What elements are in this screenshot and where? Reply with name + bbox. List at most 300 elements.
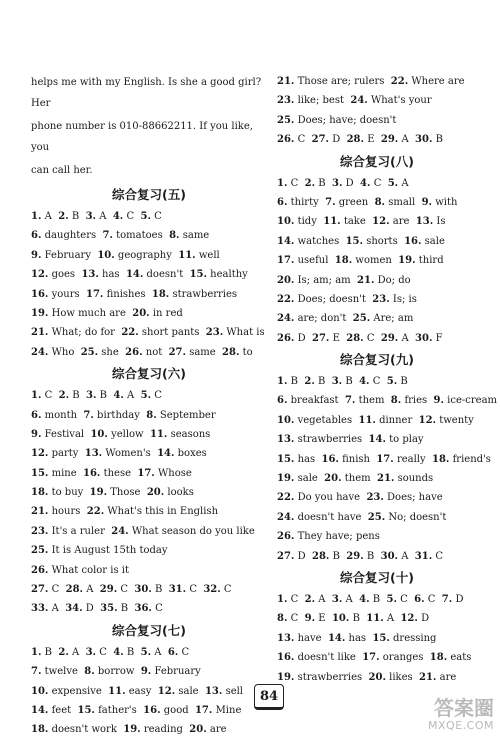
item-number: 19. [277,473,295,485]
item-answer: C [427,593,436,605]
item-number: 4. [113,390,124,402]
item-number: 21. [419,671,437,683]
answer-line [31,541,267,560]
item-number: 9. [31,428,42,440]
item-number: 26. [125,346,143,358]
watermark-logo [408,697,494,735]
item-answer: tomatoes [116,230,163,242]
item-number: 1. [277,376,288,388]
item-answer: to play [389,434,424,446]
item-number: 11. [178,249,196,261]
item-answer: Does; doesn't [297,293,366,305]
item-answer: are [439,671,457,683]
answer-line [31,285,267,304]
item-number: 15. [345,235,363,247]
item-number: 3. [331,376,343,388]
item-answer: strawberries [297,671,363,683]
watermark-text: 答案圈 [434,696,494,720]
item-number: 27. [31,584,49,596]
item-number: 7. [344,395,356,407]
item-number: 8. [84,666,95,678]
item-number: 27. [311,332,330,344]
item-answer: same [182,230,210,242]
item-number: 18. [429,652,448,664]
answer-line [31,207,267,226]
item-answer: B [290,376,298,388]
item-number: 24. [277,313,295,325]
item-number: 29. [99,584,118,596]
item-number: 5. [386,593,397,605]
item-answer: hours [51,506,81,518]
item-answer: What's this in English [107,506,219,518]
item-number: 25. [277,114,295,126]
item-answer: mine [51,467,77,479]
item-answer: Those [110,487,141,499]
item-answer: C [373,177,382,189]
right-sections [277,150,498,687]
answer-line [31,662,267,681]
item-answer: C [290,177,299,189]
answer-line [277,547,477,566]
item-number: 22. [277,492,295,504]
item-number: 7. [83,409,94,421]
intro-line: phone number is 010-88662211. If you like, you [31,121,253,153]
item-number: 6. [277,395,288,407]
item-answer: B [99,390,108,402]
item-number: 7. [102,230,113,242]
item-number: 5. [386,376,398,388]
item-answer: Who [51,346,75,358]
item-answer: F [435,332,443,344]
item-answer: B [72,390,80,402]
review-section [31,183,267,362]
answer-line [277,391,498,410]
item-answer: A [99,211,107,222]
item-number: 11. [149,428,168,440]
item-answer: oranges [382,652,424,664]
item-number: 25. [80,346,99,358]
item-number: 21. [376,473,395,485]
item-answer: B [345,376,353,388]
item-number: 21. [277,76,295,87]
item-number: 24. [111,525,129,537]
section-title: 综合复习(六) [112,366,186,382]
answer-line [31,643,267,662]
answer-line [277,232,477,251]
item-number: 30. [415,332,433,344]
item-number: 22. [86,506,105,518]
item-answer: reading [143,724,183,736]
item-number: 17. [85,288,104,300]
item-number: 1. [31,390,42,402]
item-number: 10. [90,428,108,440]
item-number: 5. [387,177,399,189]
item-number: 19. [277,671,295,683]
item-answer: sale [424,235,445,247]
item-number: 12. [418,414,437,426]
item-number: 17. [194,704,213,716]
item-number: 12. [372,216,390,228]
answer-line [31,682,267,701]
item-number: 1. [277,593,288,605]
item-number: 8. [146,409,157,421]
answer-line [277,72,477,91]
item-number: 9. [304,613,316,625]
item-number: 9. [140,666,152,678]
item-answer: doesn't [146,269,184,281]
answer-line [277,271,477,290]
item-number: 14. [157,448,175,460]
item-answer: B [71,211,80,222]
right-column [277,72,498,687]
item-answer: seasons [170,428,211,440]
item-answer: C [435,550,444,562]
answer-line [31,522,267,541]
item-answer: No; doesn't [388,511,447,523]
item-answer: good [163,704,189,716]
item-number: 18. [31,724,49,736]
item-number: 15. [77,704,95,716]
item-answer: has [297,453,316,465]
item-number: 10. [277,414,295,426]
item-number: 5. [140,390,152,402]
item-number: 14. [125,269,144,281]
item-answer: well [198,249,220,261]
item-answer: father's [98,704,137,716]
watermark-domain: MXQE.COM [428,719,494,732]
item-answer: C [297,134,306,146]
item-number: 21. [357,274,375,286]
item-answer: strawberries [172,288,238,300]
item-number: 2. [58,390,70,402]
item-answer: D [345,177,354,189]
item-number: 7. [441,593,453,605]
answer-line [31,304,267,323]
answer-line [277,372,477,391]
item-answer: same [189,346,216,358]
item-answer: C [223,584,232,596]
item-answer: easy [128,685,152,697]
item-answer: expensive [51,685,102,697]
item-answer: Is; is [392,293,417,305]
answer-line [31,226,267,245]
item-number: 3. [85,211,97,222]
item-answer: really [396,453,426,465]
item-answer: C [99,646,107,658]
item-answer: sale [178,685,199,697]
item-number: 1. [277,177,288,189]
item-answer: sell [225,685,244,697]
item-answer: C [51,584,60,596]
answer-line [277,488,477,507]
item-number: 28. [346,332,364,344]
item-answer: take [343,216,366,228]
item-answer: fries [404,395,428,407]
item-answer: A [72,646,80,658]
item-number: 25. [367,511,386,523]
item-answer: Women's [105,448,151,460]
answer-line [277,411,477,430]
item-number: 15. [372,632,390,644]
item-number: 20. [277,274,295,286]
item-answer: feet [51,704,72,716]
item-number: 22. [121,327,139,339]
item-answer: short pants [141,327,200,339]
item-answer: A [345,593,353,605]
item-answer: tidy [297,216,317,228]
section-title: 综合复习(五) [112,187,186,202]
item-number: 23. [366,492,384,504]
item-number: 30. [380,550,399,562]
item-number: 2. [58,646,69,658]
item-number: 12. [31,269,49,281]
item-number: 26. [31,564,49,576]
item-answer: February [154,666,201,678]
item-answer: vegetables [297,414,353,426]
item-number: 17. [376,453,394,465]
item-answer: third [418,255,444,267]
item-number: 36. [134,603,152,615]
item-answer: Does; have [387,492,443,504]
item-number: 32. [203,584,221,596]
answer-line [277,609,477,628]
answer-line [31,265,267,284]
item-number: 27. [311,134,330,146]
item-number: 24. [277,511,295,523]
answer-line [277,174,477,193]
item-number: 20. [189,724,207,736]
item-answer: like; best [297,95,344,107]
item-number: 18. [432,453,450,465]
item-answer: are [392,216,410,228]
item-answer: in red [152,307,183,319]
item-number: 16. [143,704,161,716]
section-title: 综合复习(十) [340,569,414,585]
item-number: 3. [86,390,97,402]
item-number: 27. [168,346,186,358]
item-number: 4. [113,646,124,658]
item-number: 11. [366,613,384,625]
item-answer: C [290,593,299,605]
item-answer: month [44,409,78,421]
item-answer: D [297,550,306,562]
review-section [277,150,477,349]
review-section [277,348,498,566]
item-number: 23. [277,95,295,107]
item-number: 14. [368,434,386,446]
item-number: 33. [31,603,49,615]
item-number: 6. [414,593,425,605]
item-number: 19. [31,307,49,319]
item-answer: Whose [157,467,192,479]
left-sections [31,183,267,740]
item-answer: Do you have [297,492,361,504]
item-answer: these [103,467,132,479]
item-number: 4. [359,593,370,605]
item-number: 16. [31,288,49,300]
item-number: 23. [31,525,49,537]
item-answer: What's your [370,95,432,107]
item-answer: strawberries [297,434,363,446]
item-number: 10. [277,216,295,228]
item-number: 13. [81,269,99,281]
answer-line [31,701,267,720]
answer-line [277,130,477,149]
item-answer: C [155,603,163,615]
item-number: 6. [167,646,179,658]
section-title: 综合复习(七) [112,622,186,638]
item-answer: are [209,724,227,736]
item-number: 10. [31,685,49,697]
item-answer: Are; am [373,313,414,325]
item-number: 11. [358,414,376,426]
item-number: 2. [304,376,315,388]
item-number: 28. [346,134,364,146]
answer-line [277,527,477,546]
intro-line: helps me with my English. Is she a good girl? Her [31,77,262,109]
item-answer: C [120,584,129,596]
item-answer: A [401,177,409,189]
item-answer: Do; do [377,274,411,286]
review-section [31,619,267,740]
item-number: 16. [404,235,422,247]
item-answer: twenty [439,414,474,426]
item-number: 16. [277,652,295,664]
answer-line [277,430,477,449]
item-answer: B [435,134,443,146]
item-answer: eats [450,652,472,664]
item-answer: Where are [411,76,465,87]
item-number: 9. [31,249,42,261]
answer-line [277,450,491,469]
item-number: 8. [169,230,180,242]
item-number: 24. [350,95,368,107]
item-number: 30. [415,134,433,146]
item-answer: C [290,613,299,625]
item-number: 31. [168,584,187,596]
item-number: 18. [31,487,49,499]
item-number: 5. [140,646,152,658]
item-number: 13. [277,632,295,644]
item-answer: D [297,332,306,344]
item-answer: healthy [210,269,248,281]
item-answer: C [372,376,381,388]
item-answer: them [358,395,385,407]
review-section [277,566,477,687]
item-number: 15. [31,467,49,479]
item-answer: to buy [51,487,84,499]
item-number: 3. [331,593,343,605]
item-answer: shorts [366,235,398,247]
item-answer: daughters [44,230,97,242]
item-number: 1. [31,211,42,222]
item-answer: How much are [51,307,126,319]
item-number: 18. [334,255,353,267]
section-title: 综合复习(八) [340,153,414,169]
item-answer: What is [226,327,265,339]
item-number: 17. [137,467,155,479]
item-number: 6. [31,230,42,242]
item-answer: A [51,603,59,615]
item-number: 13. [84,448,103,460]
item-number: 5. [140,211,151,222]
item-answer: B [372,593,381,605]
answer-line [31,444,267,463]
item-number: 13. [277,434,295,446]
item-number: 28. [65,584,84,596]
item-number: 19. [123,724,141,736]
item-answer: yellow [111,428,144,440]
item-answer: A [154,646,162,658]
item-answer: Is; am; am [297,274,351,286]
answer-line [31,464,267,483]
left-column [31,72,267,740]
item-number: 26. [277,332,295,344]
intro-paragraph [31,72,267,181]
item-number: 12. [400,613,418,625]
item-number: 20. [146,487,165,499]
item-answer: useful [297,255,329,267]
item-number: 20. [324,473,342,485]
section-title: 综合复习(九) [340,352,414,368]
item-number: 14. [327,632,346,644]
answer-line [31,502,267,521]
item-number: 21. [31,327,49,339]
item-number: 4. [360,177,371,189]
item-answer: A [86,584,94,596]
item-answer: Festival [44,428,85,440]
answer-line [277,91,477,110]
item-answer: sounds [397,473,434,485]
answer-line [31,561,267,580]
item-number: 7. [325,196,336,208]
item-answer: small [388,196,416,208]
item-number: 10. [331,613,350,625]
item-answer: B [400,376,408,388]
item-answer: B [318,376,326,388]
item-answer: February [44,249,91,261]
item-answer: doesn't like [297,652,356,664]
item-answer: B [120,603,129,615]
item-answer: C [126,211,135,222]
item-answer: What season do you like [131,525,255,537]
item-number: 4. [112,211,124,222]
answer-line [31,425,267,444]
answer-line [31,483,267,502]
item-number: 35. [100,603,118,615]
answer-line [31,246,267,265]
item-number: 26. [277,531,295,543]
item-answer: B [126,646,135,658]
item-number: 20. [132,307,150,319]
item-number: 26. [277,134,295,146]
answer-line [277,290,477,309]
item-answer: finish [342,453,370,465]
item-number: 9. [421,196,433,208]
item-answer: C [154,211,162,222]
item-number: 15. [277,453,295,465]
item-number: 19. [89,487,108,499]
item-answer: goes [51,269,76,281]
answer-line [31,720,267,739]
item-answer: have [297,632,322,644]
item-answer: has [102,269,120,281]
item-answer: dinner [379,414,413,426]
item-number: 19. [398,255,416,267]
item-answer: Those are; rulers [297,76,385,87]
item-answer: A [44,211,52,222]
answer-line [277,668,477,687]
